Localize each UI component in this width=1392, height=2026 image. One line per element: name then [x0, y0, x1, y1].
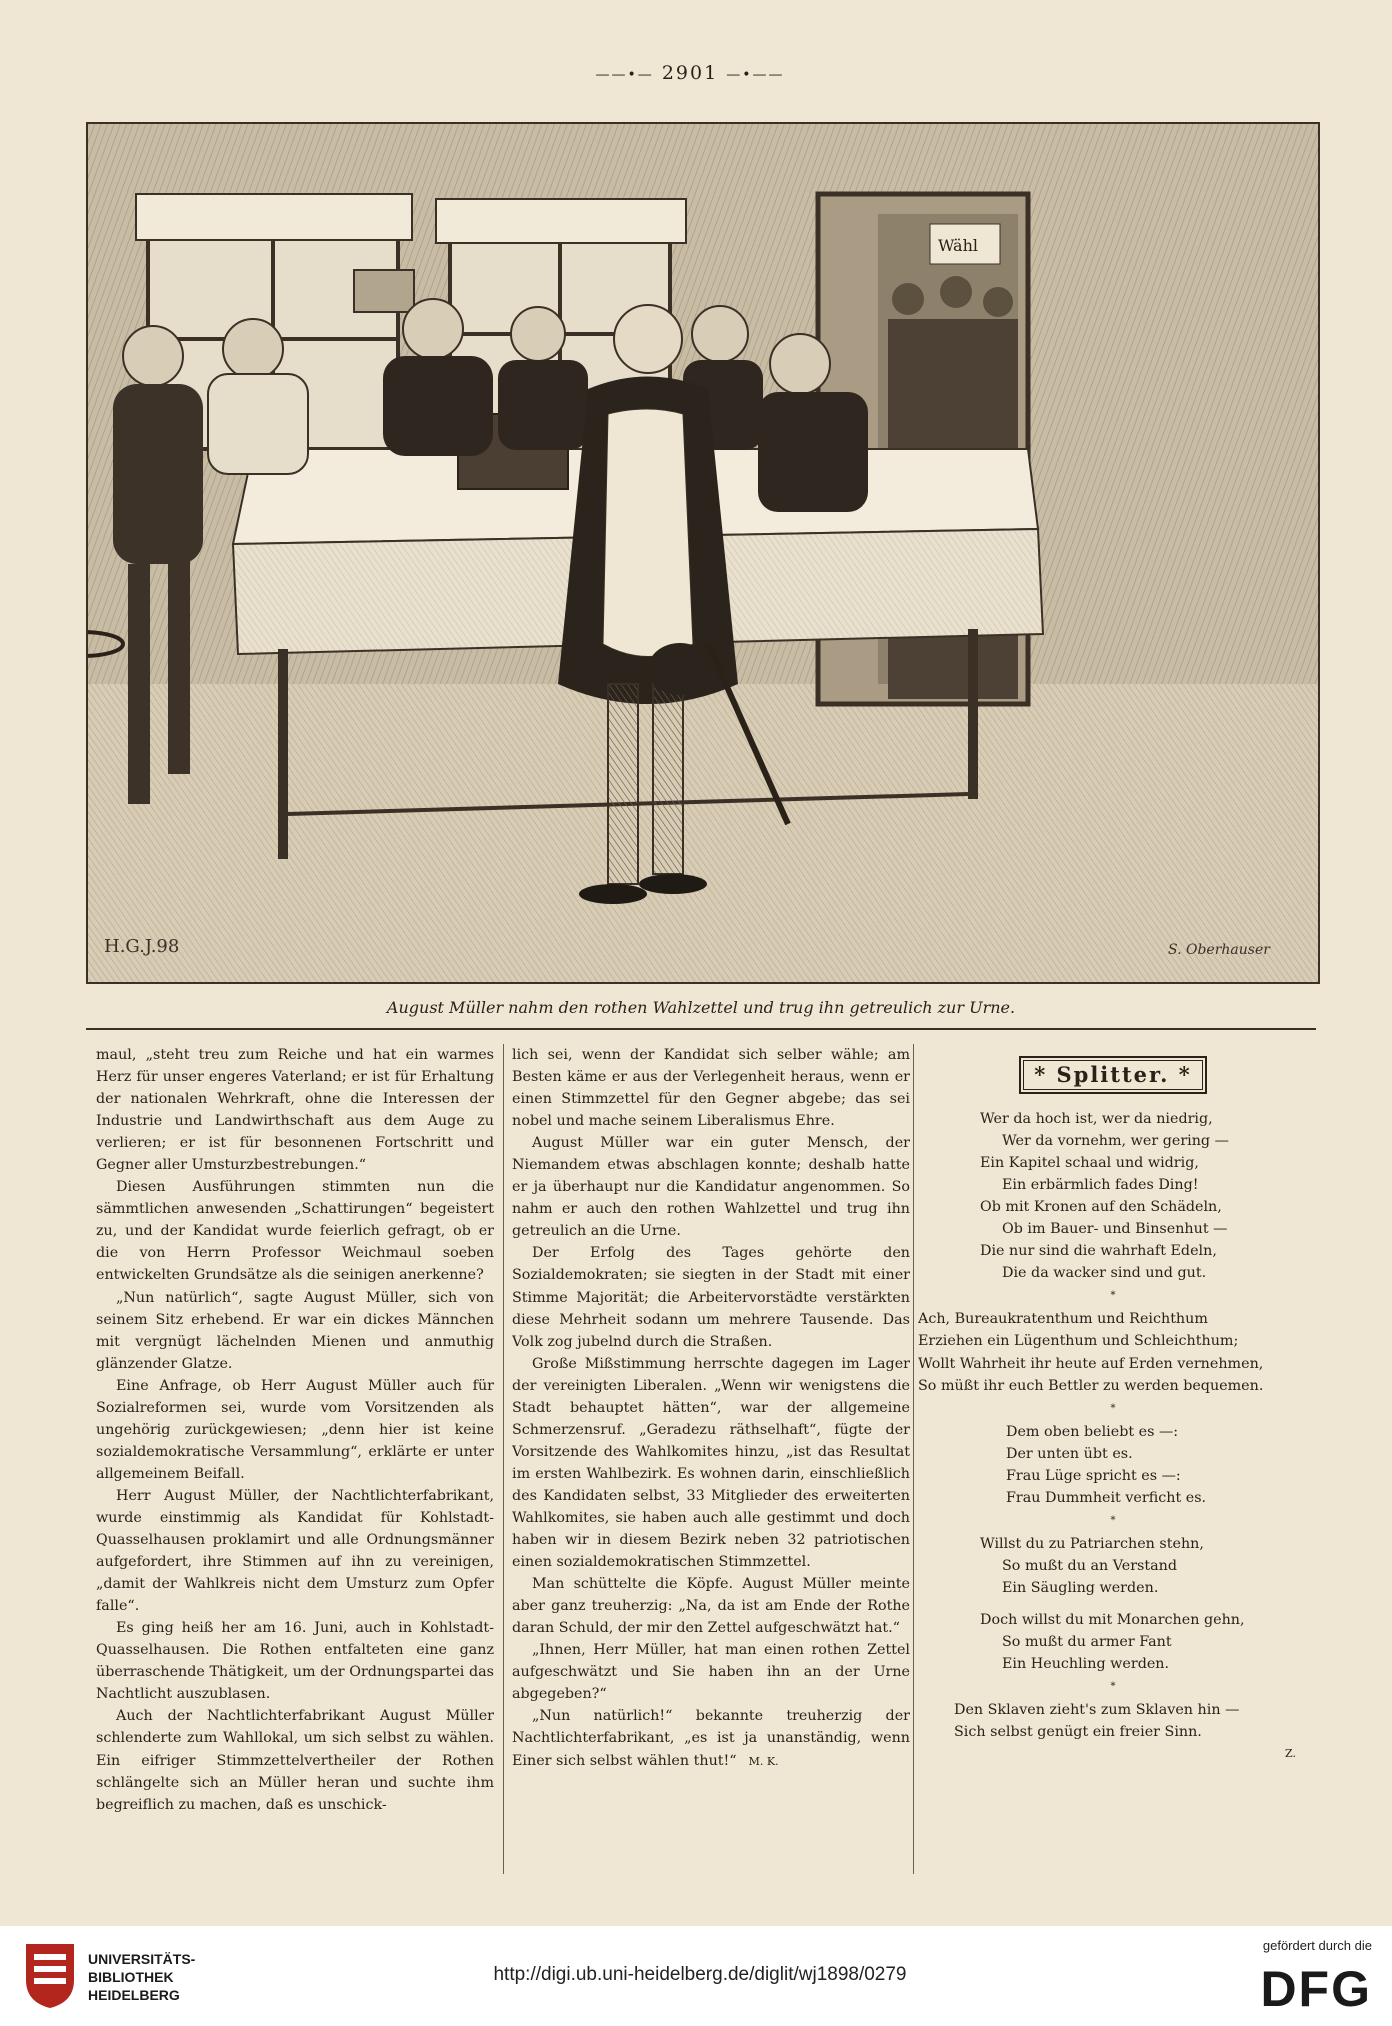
poem-stanza-3: Dem oben beliebt es —: Der unten übt es. Frau Lüge spricht es —: Frau Dummheit verficht es. — [1006, 1423, 1207, 1506]
horizontal-rule — [86, 1028, 1316, 1030]
election-poster-text: Wähl — [938, 236, 979, 255]
separator-star-icon: * — [1110, 1681, 1116, 1693]
column-divider — [913, 1044, 914, 1874]
hat-icon — [648, 643, 712, 695]
text-column-2 — [512, 1044, 910, 1874]
dfg-logo: DFG — [1260, 1961, 1372, 2017]
ornament-right-icon: —•—— — [726, 67, 785, 83]
ornament-left-icon: ——•— — [595, 67, 654, 83]
paragraph: Der Erfolg des Tages gehörte den Sozialdemokraten; sie siegten in der Stadt mit einer Stimme Majorität; die Arbeitervorstädte verstärkten diese Mehrheit sodann um mehrere Tausende. Das Volk zog jubelnd durch die Straßen. — [512, 1245, 910, 1350]
signature-mk: M. K. — [748, 1754, 779, 1768]
separator-star-icon: * — [1110, 1514, 1116, 1526]
paragraph: Herr August Müller, der Nachtlichterfabrikant, wurde einstimmig als Kandidat für Kohlstadt-Quasselhausen proklamirt und alle Ordnungsmänner aufgefordert, ihre Stimmen auf ihn zu vereinigen, „damit der Wahlkreis nicht dem Umsturz zum Opfer falle“. — [96, 1487, 494, 1615]
paragraph: August Müller war ein guter Mensch, der Niemandem etwas abschlagen konnte; deshalb hatte er ja überhaupt nur die Kandidatur angenommen. So nahm er auch den rothen Wahlzettel und trug ihn getreulich an die Urne. — [512, 1135, 910, 1240]
footer-bar — [0, 1926, 1392, 2026]
paragraph: Eine Anfrage, ob Herr August Müller auch für Sozialreformen sei, wurde vom Vorsitzenden als ungehörig zurückgewiesen; „denn hier ist keine sozialdemokratische Versammlung“, erklärte er unter allgemeinem Beifall. — [96, 1377, 494, 1482]
engraving-illustration — [86, 122, 1320, 984]
paragraph: „Nun natürlich“, sagte August Müller, sich von seinem Sitz erhebend. Er war ein dickes Männchen mit vergnügt lächelnden Mienen und anmuthig glänzender Glatze. — [96, 1289, 494, 1372]
poem-stanza-5: Doch willst du mit Monarchen gehn, So mußt du armer Fant Ein Heuchling werden. — [980, 1611, 1245, 1673]
library-name: UNIVERSITÄTS- BIBLIOTHEK HEIDELBERG — [88, 1951, 196, 2003]
paragraph: „Ihnen, Herr Müller, hat man einen rothen Zettel aufgeschwätzt und Sie haben ihn an der Urne abgegeben?“ — [512, 1642, 910, 1703]
page-number: ——•— 2901 —•—— — [595, 62, 785, 84]
artist-monogram: H.G.J.98 — [104, 936, 180, 957]
separator-star-icon: * — [1110, 1290, 1116, 1302]
paragraph: Diesen Ausführungen stimmten nun die sämmtlichen anwesenden „Schattirungen“ begeistert zu, und der Kandidat wurde feierlich gefragt, ob er die von Herrn Professor Weichmaul soeben entwickelten Grundsätze als die seinigen anerkenne? — [96, 1179, 494, 1284]
paragraph: lich sei, wenn der Kandidat sich selber wähle; am Besten käme er aus der Verlegenheit heraus, wenn er einen Stimmzettel für den Gegner abgebe; das sei nobel und mache seinem Liberalismus Ehre. — [512, 1047, 910, 1130]
paragraph: maul, „steht treu zum Reiche und hat ein warmes Herz für unser engeres Vaterland; er ist für Erhaltung der nationalen Wehrkraft, ohne die Interessen der Industrie und Landwirthschaft aus dem Auge zu verlieren; er ist für besonnenen Fortschritt und Gegner aller Umsturzbestrebungen.“ — [96, 1047, 494, 1174]
paragraph: Große Mißstimmung herrschte dagegen im Lager der vereinigten Liberalen. „Wenn wir wenigstens die Stadt behauptet hätten“, war der allgemeine Schmerzensruf. „Geradezu räthselhaft“, fügte der Vorsitzende des Wahlkomites hinzu, „ist das Resultat im ersten Wahlbezirk. Es wohnen darin, einschließlich des Kandidaten selbst, 33 Mitglieder des erweiterten Wahlkomites, sie haben auch alle gestimmt und doch haben wir in diesem Bezirk neben 32 patriotischen einen sozialdemokratischen Stimmzettel. — [512, 1355, 910, 1571]
wall-picture — [354, 270, 414, 312]
paragraph: „Nun natürlich!“ bekannte treuherzig der Nachtlichterfabrikant, „es ist ja unanständig, wenn Einer sich selbst wählen thut!“ M. K. — [512, 1708, 910, 1769]
poem-stanza-6: Den Sklaven zieht's zum Sklaven hin — Sich selbst genügt ein freier Sinn. — [954, 1702, 1240, 1741]
text-column-3 — [918, 1044, 1308, 1874]
paragraph: Auch der Nachtlichterfabrikant August Müller schlenderte zum Wahllokal, um sich selbst zu wählen. Ein eifriger Stimmzettelvertheiler der Rothen schlängelte sich an Müller heran und suchte ihm begreiflich zu machen, daß es unschick- — [96, 1708, 494, 1813]
illustration-caption: August Müller nahm den rothen Wahlzettel und trug ihn getreulich zur Urne. — [386, 998, 1016, 1017]
separator-star-icon: * — [1110, 1402, 1116, 1414]
engraver-signature: S. Oberhauser — [1168, 942, 1270, 958]
paragraph: Man schüttelte die Köpfe. August Müller meinte aber ganz treuherzig: „Na, da ist am Ende der Rothe daran Schuld, der mir den Zettel aufgeschwätzt hat.“ — [512, 1576, 910, 1637]
poem-stanza-1: Wer da hoch ist, wer da niedrig, Wer da vornehm, wer gering — Ein Kapitel schaal und widrig, Ein erbärmlich fades Ding! Ob mit Kronen auf den Schädeln, Ob im Bauer- und Binsenhut — Die nur sind die wahrhaft Edeln, Die da wacker sind und gut. — [980, 1111, 1229, 1282]
funded-by-label: gefördert durch die — [1262, 1938, 1372, 1953]
signature-z: Z. — [1285, 1747, 1296, 1761]
splitter-heading-box — [1019, 1056, 1207, 1094]
polling-station-scene — [88, 124, 1318, 982]
source-url-link[interactable]: http://digi.ub.uni-heidelberg.de/diglit/wj1898/0279 — [493, 1964, 907, 1985]
column-divider — [503, 1044, 504, 1874]
university-seal-icon — [22, 1940, 78, 2010]
splitter-heading: * Splitter. * — [1023, 1060, 1203, 1090]
paragraph: Es ging heiß her am 16. Juni, auch in Kohlstadt-Quasselhausen. Die Rothen entfalteten eine ganz überraschende Thätigkeit, um der Ordnungspartei das Nachtlicht auszublasen. — [96, 1620, 494, 1703]
poem-stanza-2: Ach, Bureaukratenthum und Reichthum Erziehen ein Lügenthum und Schleichthum; Wollt Wahrheit ihr heute auf Erden vernehmen, So müßt ihr euch Bettler zu werden bequemen. — [918, 1311, 1264, 1394]
poem-stanza-4: Willst du zu Patriarchen stehn, So mußt du an Verstand Ein Säugling werden. — [980, 1535, 1204, 1596]
text-column-1 — [96, 1044, 494, 1874]
